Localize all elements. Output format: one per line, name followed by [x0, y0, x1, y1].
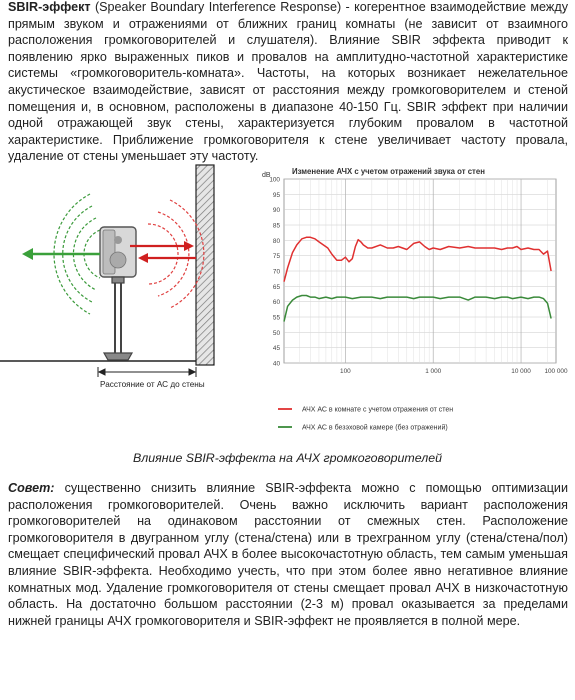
y-tick-label: 75 — [272, 253, 280, 261]
y-tick-label: 55 — [272, 314, 280, 322]
y-tick-label: 80 — [272, 237, 280, 245]
legend-label-room: АЧХ АС в комнате с учетом отражения от стен — [302, 406, 454, 414]
x-tick-label: 1 000 — [425, 368, 442, 375]
series-line-anechoic — [284, 296, 551, 322]
y-tick-label: 50 — [272, 329, 280, 337]
intro-paragraph — [8, 0, 568, 165]
distance-dimension — [98, 367, 196, 377]
intro-term: SBIR-эффект — [8, 0, 91, 14]
y-tick-label: 95 — [272, 191, 280, 199]
red-arrows — [130, 241, 196, 263]
y-tick-labels — [269, 177, 280, 368]
chart-grid — [284, 179, 556, 363]
x-tick-label: 100 — [340, 368, 351, 375]
x-tick-label-end: 100 000 — [544, 368, 568, 375]
figure-caption: Влияние SBIR-эффекта на АЧХ громкоговорителей — [133, 451, 442, 465]
sbir-diagram — [0, 160, 240, 405]
series-line-room — [284, 237, 551, 281]
advice-text: существенно снизить влияние SBIR-эффекта можно с помощью оптимизации расположения громкоговорителей. Очень важно исключить вариант расположения громкоговорителей на одинаковом расстоянии от смежных стен. Расположение громкоговорителя в двугранном углу (стена/стена) или в трехгранном углу (стена/стена/пол) смещает специфический провал АЧХ в более высокочастотную область, тем самым уменьшая влияние SBIR-эффекта. Необходимо учесть, что при этом более явно негативное влияние комнатных мод. Удаление громкоговорителя от стены смещает провал АЧХ в низкочастотную область. На достаточно большом расстоянии (2-3 м) провал оказывается за пределами нижней границы АЧХ громкоговорителя и SBIR-эффект не проявляется в полной мере. — [8, 481, 568, 628]
y-tick-label: 65 — [272, 283, 280, 291]
chart-legend — [278, 407, 453, 432]
advice-term: Совет: — [8, 481, 55, 495]
wall — [196, 165, 214, 365]
x-tick-label: 10 000 — [511, 368, 531, 375]
y-tick-label: 90 — [272, 207, 280, 215]
y-tick-label: 70 — [272, 268, 280, 276]
distance-label: Расстояние от АС до стены — [100, 380, 205, 389]
y-axis-label: dB — [262, 172, 271, 179]
chart-title: Изменение АЧХ с учетом отражений звука от стен — [292, 167, 485, 176]
intro-text: (Speaker Boundary Interference Response) - когерентное взаимодействие между прямым звуком и отражениями от ближних границ комнаты (не зависит от взаимного расположения громкоговорителей и слушателя). Влияние SBIR эффекта приводит к появлению ярко выраженных пиков и провалов на амплитудно-частотной характеристике системы «громкоговоритель-комната». Частоты, на которых возникает нежелательное акустическое взаимодействие, зависят от расстояния между громкоговорителем и стеной помещения и, в основном, расположены в диапазоне 40-150 Гц. SBIR эффект при наличии одной отражающей звук стены, характеризуется глубоким провалом в частотной характеристике. Приближение громкоговорителя к стене увеличивает частоту провала, удаление от стены уменьшает эту частоту. — [8, 0, 568, 164]
y-tick-label: 40 — [272, 360, 280, 368]
y-tick-label: 100 — [269, 176, 280, 184]
green-arrow — [22, 248, 100, 260]
legend-label-anechoic: АЧХ АС в безэховой камере (без отражений) — [302, 424, 448, 432]
chart-series — [284, 237, 551, 321]
speaker-stand — [104, 277, 132, 360]
frequency-response-chart — [250, 163, 570, 438]
y-tick-label: 45 — [272, 345, 280, 353]
advice-paragraph — [8, 480, 568, 629]
y-tick-label: 60 — [272, 299, 280, 307]
x-tick-labels — [340, 368, 568, 375]
y-tick-label: 85 — [272, 222, 280, 230]
